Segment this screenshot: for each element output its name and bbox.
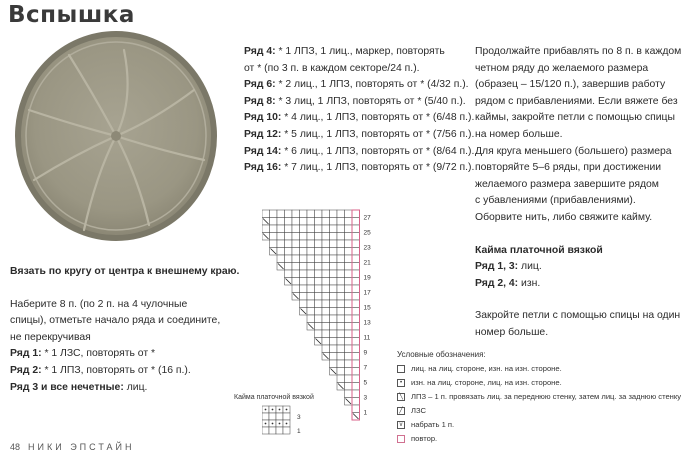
chart-cell [292, 248, 300, 256]
legend-item: • изн. на лиц. стороне, лиц. на изн. стороне. [397, 376, 681, 390]
chart-cell [352, 270, 360, 278]
chart-cell [352, 278, 360, 286]
row-4-cont: от * (по 3 п. в каждом секторе/24 п.). [244, 62, 420, 74]
chart-cell [330, 270, 338, 278]
chart-cell [300, 278, 308, 286]
chart-cell [307, 225, 315, 233]
chart-row-label: 3 [363, 394, 368, 402]
chart-cell [307, 263, 315, 271]
purl-dot [265, 423, 267, 425]
chart-cell [322, 225, 330, 233]
chart-cell [300, 210, 308, 218]
chart-cell [345, 353, 353, 361]
chart-cell [315, 218, 323, 226]
chart-cell [330, 210, 338, 218]
chart-cell [352, 390, 360, 398]
chart-cell [322, 255, 330, 263]
chart-row-label: 17 [363, 289, 371, 297]
chart-cell [315, 323, 323, 331]
chart-cell [352, 360, 360, 368]
chart-row-label: 13 [363, 319, 371, 327]
chart-cell [300, 263, 308, 271]
chart-cell [345, 330, 353, 338]
chart-cell [337, 323, 345, 331]
chart-cell [322, 218, 330, 226]
chart-cell [315, 210, 323, 218]
chart-cell [270, 233, 278, 241]
instructions-middle [244, 44, 474, 177]
chart-cell [337, 225, 345, 233]
chart-row-label: 9 [363, 349, 368, 357]
chart-cell [285, 255, 293, 263]
chart-cell [285, 218, 293, 226]
chart-cell [285, 263, 293, 271]
chart-cell [337, 210, 345, 218]
chart-cell [345, 263, 353, 271]
chart-cell [337, 263, 345, 271]
chart-cell [307, 308, 315, 316]
row-10-line: Ряд 10: * 4 лиц., 1 ЛПЗ, повторять от * (6/48 п.). [244, 112, 475, 124]
chart-cell [337, 315, 345, 323]
chart-cell [337, 360, 345, 368]
chart-cell [345, 248, 353, 256]
chart-cell [330, 323, 338, 331]
chart-cell [352, 248, 360, 256]
chart-cell [345, 240, 353, 248]
chart-cell [322, 278, 330, 286]
pink-square-icon [397, 435, 405, 443]
chart-cell [345, 390, 353, 398]
chart-cell [285, 225, 293, 233]
chart-cell [285, 248, 293, 256]
chart-cell [337, 375, 345, 383]
legend [397, 348, 681, 446]
chart-cell [315, 248, 323, 256]
chart-cell [345, 360, 353, 368]
chart-cell [352, 353, 360, 361]
chart-cell [352, 233, 360, 241]
chart-cell [285, 210, 293, 218]
chart-cell [345, 278, 353, 286]
chart-cell [352, 255, 360, 263]
author-name: НИКИ ЭПСТАЙН [28, 442, 135, 452]
chart-cell [337, 368, 345, 376]
row-8-line: Ряд 8: * 3 лиц, 1 ЛПЗ, повторять от * (5/40 п.). [244, 95, 466, 107]
chart-cell [330, 353, 338, 361]
chart-cell [352, 285, 360, 293]
chart-cell [352, 293, 360, 301]
chart-cell [345, 375, 353, 383]
page-number: 48 [10, 442, 21, 452]
left-slant-square-icon: ╲ [397, 393, 405, 401]
chart-cell [292, 255, 300, 263]
garter-cell [262, 413, 269, 420]
chart-cell [352, 218, 360, 226]
garter-chart-title: Кайма платочной вязкой [234, 394, 314, 401]
chart-cell [345, 233, 353, 241]
chart-row-label: 1 [363, 409, 368, 417]
chart-cell [307, 300, 315, 308]
chart-cell [307, 293, 315, 301]
chart-cell [330, 315, 338, 323]
row-12-line: Ряд 12: * 5 лиц., 1 ЛПЗ, повторять от * (7/56 п.). [244, 128, 475, 140]
chart-cell [285, 233, 293, 241]
chart-cell [292, 263, 300, 271]
v-square-icon: v [397, 421, 405, 429]
row-14-line: Ряд 14: * 6 лиц., 1 ЛПЗ, повторять от * (8/64 п.). [244, 145, 475, 157]
chart-cell [270, 240, 278, 248]
chart-cell [345, 285, 353, 293]
purl-dot [279, 423, 281, 425]
chart-cell [352, 398, 360, 406]
chart-cell [345, 218, 353, 226]
garter-row-label: 1 [297, 428, 301, 435]
garter-cell [269, 413, 276, 420]
knitting-chart [262, 208, 380, 424]
row-6-line: Ряд 6: * 2 лиц., 1 ЛПЗ, повторять от * (4/32 п.). [244, 79, 469, 91]
chart-cell [345, 345, 353, 353]
chart-cell [322, 263, 330, 271]
chart-cell [337, 218, 345, 226]
chart-cell [322, 308, 330, 316]
chart-cell [300, 225, 308, 233]
chart-cell [300, 293, 308, 301]
chart-row-label: 27 [363, 214, 371, 222]
chart-cell [345, 225, 353, 233]
chart-cell [322, 270, 330, 278]
chart-cell [352, 323, 360, 331]
chart-cell [300, 285, 308, 293]
chart-row-label: 19 [363, 274, 371, 282]
chart-cell [352, 210, 360, 218]
chart-cell [307, 315, 315, 323]
legend-item: v набрать 1 п. [397, 418, 681, 432]
chart-cell [330, 233, 338, 241]
chart-cell [315, 308, 323, 316]
chart-cell [322, 285, 330, 293]
chart-cell [277, 225, 285, 233]
chart-cell [292, 225, 300, 233]
chart-cell [352, 263, 360, 271]
chart-cell [337, 293, 345, 301]
chart-cell [345, 270, 353, 278]
chart-cell [352, 375, 360, 383]
chart-row-label: 15 [363, 304, 371, 312]
chart-cell [307, 218, 315, 226]
garter-cell [269, 427, 276, 434]
chart-cell [345, 323, 353, 331]
chart-cell [285, 270, 293, 278]
chart-cell [330, 255, 338, 263]
chart-cell [352, 330, 360, 338]
chart-cell [315, 225, 323, 233]
chart-cell [307, 278, 315, 286]
chart-cell [352, 240, 360, 248]
chart-cell [345, 368, 353, 376]
chart-cell [330, 240, 338, 248]
chart-cell [337, 255, 345, 263]
chart-cell [352, 300, 360, 308]
lzs-square-icon: ╱ [397, 407, 405, 415]
chart-cell [315, 270, 323, 278]
garter-row-label: 3 [297, 414, 301, 421]
purl-dot [286, 423, 288, 425]
legend-item: лиц. на лиц. стороне, изн. на изн. стороне. [397, 362, 681, 376]
chart-cell [345, 255, 353, 263]
chart-cell [300, 248, 308, 256]
chart-cell [315, 300, 323, 308]
border-heading: Кайма платочной вязкой [475, 244, 603, 256]
chart-cell [315, 278, 323, 286]
chart-cell [352, 405, 360, 413]
chart-cell [322, 240, 330, 248]
chart-cell [300, 270, 308, 278]
chart-cell [330, 338, 338, 346]
chart-cell [315, 263, 323, 271]
chart-cell [307, 248, 315, 256]
chart-cell [300, 255, 308, 263]
chart-cell [270, 218, 278, 226]
chart-cell [337, 300, 345, 308]
chart-cell [345, 293, 353, 301]
purl-dot [272, 423, 274, 425]
chart-cell [315, 285, 323, 293]
garter-chart [262, 404, 312, 436]
chart-cell [300, 300, 308, 308]
chart-cell [352, 308, 360, 316]
chart-cell [307, 270, 315, 278]
chart-cell [337, 270, 345, 278]
chart-cell [330, 285, 338, 293]
page-title: Вспышка [8, 2, 135, 28]
chart-cell [330, 293, 338, 301]
chart-cell [330, 345, 338, 353]
chart-row-label: 11 [363, 334, 371, 342]
chart-cell [300, 218, 308, 226]
dot-square-icon: • [397, 379, 405, 387]
chart-cell [262, 210, 270, 218]
chart-cell [337, 353, 345, 361]
knitted-circle-photo [14, 30, 218, 246]
chart-cell [345, 383, 353, 391]
chart-cell [352, 368, 360, 376]
chart-row-label: 7 [363, 364, 368, 372]
chart-cell [322, 338, 330, 346]
garter-cell [262, 427, 269, 434]
chart-cell [262, 225, 270, 233]
chart-cell [285, 240, 293, 248]
chart-cell [322, 323, 330, 331]
chart-cell [337, 308, 345, 316]
chart-cell [337, 338, 345, 346]
chart-cell [352, 383, 360, 391]
chart-cell [345, 338, 353, 346]
chart-cell [337, 278, 345, 286]
purl-dot [279, 409, 281, 411]
legend-item: ╱ ЛЗС [397, 404, 681, 418]
chart-cell [300, 233, 308, 241]
garter-cell [283, 427, 290, 434]
row-16-line: Ряд 16: * 7 лиц., 1 ЛПЗ, повторять от * (9/72 п.). [244, 162, 475, 174]
chart-cell [352, 315, 360, 323]
garter-cell [276, 413, 283, 420]
chart-cell [292, 270, 300, 278]
chart-row-label: 25 [363, 229, 371, 237]
purl-dot [286, 409, 288, 411]
chart-cell [277, 240, 285, 248]
chart-cell [330, 218, 338, 226]
chart-cell [337, 330, 345, 338]
chart-row-label: 23 [363, 244, 371, 252]
chart-cell [352, 338, 360, 346]
chart-cell [352, 225, 360, 233]
chart-cell [345, 308, 353, 316]
chart-cell [292, 233, 300, 241]
chart-cell [337, 248, 345, 256]
purl-dot [265, 409, 267, 411]
left-heading: Вязать по кругу от центра к внешнему краю. [10, 266, 240, 277]
garter-cell [276, 427, 283, 434]
chart-cell [330, 330, 338, 338]
chart-cell [352, 345, 360, 353]
chart-cell [337, 240, 345, 248]
chart-cell [292, 240, 300, 248]
legend-item: ╲ ЛПЗ – 1 п. провязать лиц. за переднюю стенку, затем лиц. за заднюю стенку [397, 390, 681, 404]
chart-cell [337, 233, 345, 241]
instructions-left: Вязать по кругу от центра к внешнему краю. Наберите 8 п. (по 2 п. на 4 чулочные спицы), отметьте начало ряда и соедините, не перекручивая Ряд 1: * 1 ЛЗС, повторять от * Ряд 2: * 1 ЛПЗ, повторять от * (16 п.). Ряд 3 и все нечетные: лиц. [10, 266, 240, 393]
chart-cell [322, 233, 330, 241]
chart-cell [292, 285, 300, 293]
chart-cell [330, 278, 338, 286]
chart-cell [322, 248, 330, 256]
chart-cell [270, 210, 278, 218]
chart-cell [330, 248, 338, 256]
chart-cell [337, 345, 345, 353]
chart-cell [330, 225, 338, 233]
chart-cell [322, 300, 330, 308]
legend-title: Условные обозначения: [397, 350, 486, 359]
purl-dot [272, 409, 274, 411]
chart-cell [307, 233, 315, 241]
chart-cell [330, 300, 338, 308]
chart-cell [300, 240, 308, 248]
chart-cell [322, 210, 330, 218]
chart-cell [322, 345, 330, 353]
chart-cell [315, 315, 323, 323]
chart-cell [330, 263, 338, 271]
page-footer [10, 442, 135, 452]
chart-cell [322, 293, 330, 301]
row-4-line: Ряд 4: * 1 ЛПЗ, 1 лиц., маркер, повторять [244, 46, 445, 57]
chart-cell [277, 255, 285, 263]
chart-cell [292, 210, 300, 218]
chart-cell [337, 285, 345, 293]
chart-cell [322, 330, 330, 338]
chart-cell [315, 330, 323, 338]
chart-row-label: 5 [363, 379, 368, 387]
chart-cell [345, 315, 353, 323]
chart-cell [307, 210, 315, 218]
chart-cell [307, 240, 315, 248]
chart-cell [315, 255, 323, 263]
chart-cell [315, 240, 323, 248]
legend-item: повтор. [397, 432, 681, 446]
empty-square-icon [397, 365, 405, 373]
chart-cell [270, 225, 278, 233]
chart-cell [315, 233, 323, 241]
garter-cell [283, 413, 290, 420]
chart-cell [345, 210, 353, 218]
chart-cell [322, 315, 330, 323]
chart-cell [292, 278, 300, 286]
chart-cell [277, 210, 285, 218]
chart-cell [307, 285, 315, 293]
chart-cell [277, 233, 285, 241]
chart-cell [277, 248, 285, 256]
chart-cell [315, 293, 323, 301]
chart-cell [345, 300, 353, 308]
chart-cell [330, 308, 338, 316]
instructions-right: Продолжайте прибавлять по 8 п. в каждом четном ряду до желаемого размера (образец – 15/120 п.), завершив работу рядом с прибавлениями. Если вяжете без каймы, закройте петли с помощью спицы на номер больше. Для круга меньшего (большего) размера повторяйте 5–6 ряды, при достижении желаемого размера завершите рядом с убавлениями (прибавлениями). Оборвите нить, либо свяжите кайму. Кайма платочной вязкой Ряд 1, 3: лиц. Ряд 2, 4: изн. Закройте петли с помощью спицы на один номер больше. [475, 46, 682, 338]
chart-cell [292, 218, 300, 226]
chart-cell [330, 360, 338, 368]
chart-cell [277, 218, 285, 226]
chart-row-label: 21 [363, 259, 371, 267]
chart-cell [307, 255, 315, 263]
